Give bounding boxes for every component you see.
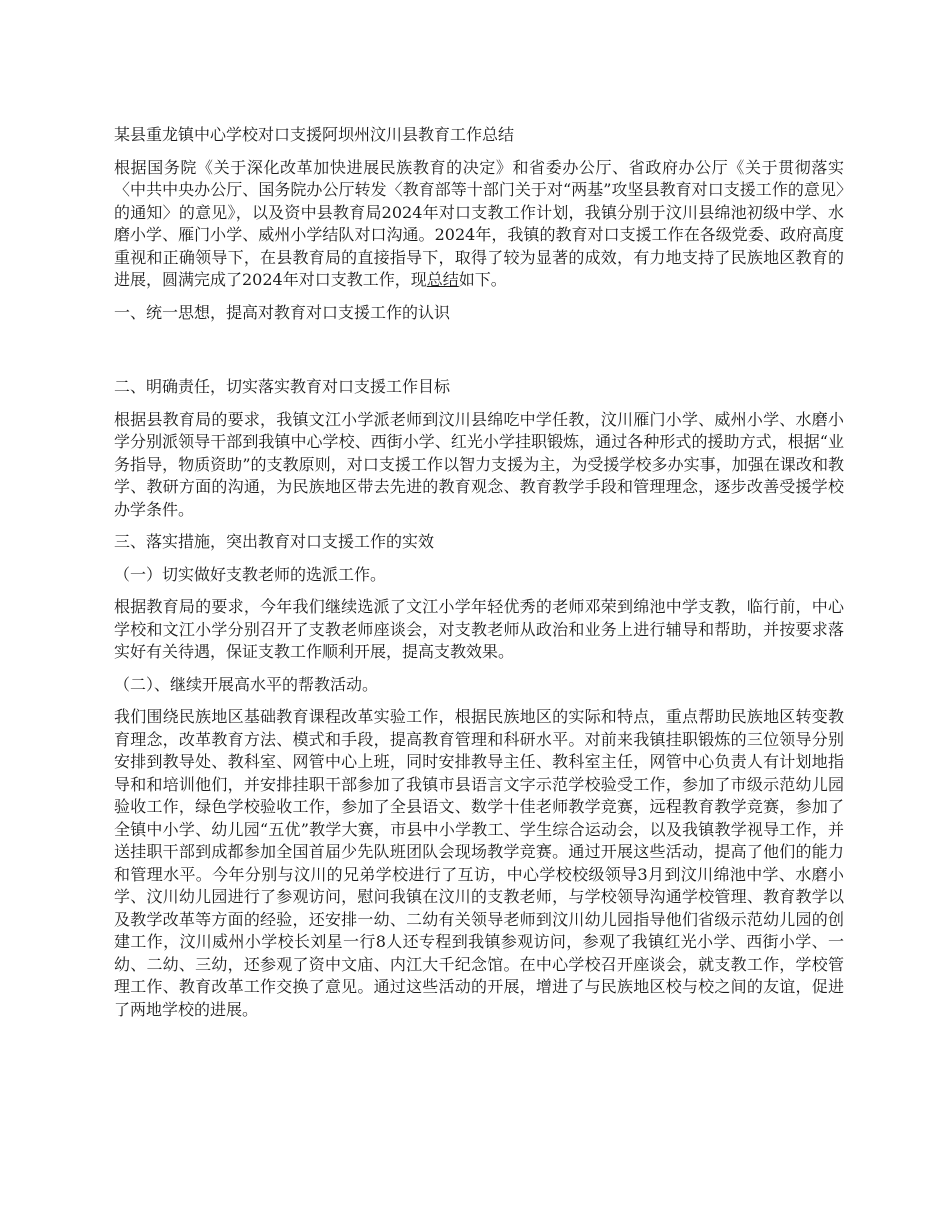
intro-paragraph xyxy=(114,157,844,292)
section2-heading: 二、明确责任，切实落实教育对口支援工作目标 xyxy=(114,377,451,396)
summary-link[interactable]: 总结 xyxy=(426,270,459,289)
subsection1-heading: （一）切实做好支教老师的选派工作。 xyxy=(114,564,387,584)
subsection1-body: 根据教育局的要求，今年我们继续选派了文江小学年轻优秀的老师邓荣到绵池中学支教，临行前，中心学校和文江小学分别召开了支教老师座谈会，对支教老师从政治和业务上进行辅导和帮助，并按要求落实好有关待遇，保证支教工作顺利开展，提高支教效果。 xyxy=(114,597,844,661)
subsection2-body: 我们围绕民族地区基础教育课程改革实验工作，根据民族地区的实际和特点，重点帮助民族地区转变教育理念，改革教育方法、模式和手段，提高教育管理和科研水平。对前来我镇挂职锻炼的三位领导分别安排到教导处、教科室、网管中心上班，同时安排教导主任、教科室主任，网管中心负责人有计划地指导和和培训他们，并安排挂职干部参加了我镇市县语言文字示范学校验受工作，参加了市级示范幼儿园验收工作，绿色学校验收工作，参加了全县语文、数学十佳老师教学竞赛，远程教育教学竞赛，参加了全镇中小学、幼儿园“五优”教学大赛，市县中小学教工、学生综合运动会，以及我镇教学视导工作，并送挂职干部到成都参加全国首届少先队班团队会现场教学竞赛。通过开展这些活动，提高了他们的能力和管理水平。今年分别与汶川的兄弟学校进行了互访，中心学校校级领导3月到汶川绵池中学、水磨小学、汶川幼儿园进行了参观访问，慰问我镇在汶川的支教老师，与学校领导沟通学校管理、教育教学以及教学改革等方面的经验，还安排一幼、二幼有关领导老师到汶川幼儿园指导他们省级示范幼儿园的创建工作，汶川威州小学校长刘星一行8人还专程到我镇参观访问，参观了我镇红光小学、西街小学、一幼、二幼、三幼，还参观了资中文庙、内江大千纪念馆。在中心学校召开座谈会，就支教工作，学校管理工作、教育改革工作交换了意见。通过这些活动的开展，增进了与民族地区校与校之间的友谊，促进了两地学校的进展。 xyxy=(114,707,844,1019)
document-title: 某县重龙镇中心学校对口支援阿坝州汶川县教育工作总结 xyxy=(114,125,515,144)
section2-body: 根据县教育局的要求，我镇文江小学派老师到汶川县绵吃中学任教，汶川雁门小学、威州小学、水磨小学分别派领导干部到我镇中心学校、西街小学、红光小学挂职锻炼，通过各种形式的援助方式，根据“业务指导，物质资助”的支教原则，对口支援工作以智力支援为主，为受援学校多办实事，加强在课改和教学、教研方面的沟通，为民族地区带去先进的教育观念、教育教学手段和管理理念，逐步改善受援学校办学条件。 xyxy=(114,409,844,519)
intro-text-end: 如下。 xyxy=(458,270,507,289)
subsection2-heading: （二）、继续开展高水平的帮教活动。 xyxy=(114,674,379,694)
document-page xyxy=(114,124,844,1031)
section1-heading: 一、统一思想，提高对教育对口支援工作的认识 xyxy=(114,302,451,322)
section3-heading: 三、落实措施，突出教育对口支援工作的实效 xyxy=(114,532,435,551)
intro-text: 根据国务院《关于深化改革加快进展民族教育的决定》和省委办公厅、省政府办公厅《关于贯彻落实〈中共中央办公厅、国务院办公厅转发〈教育部等十部门关于对“两基”攻坚县教育对口支援工作的意见〉的通知〉的意见》，以及资中县教育局2024年对口支教工作计划，我镇分别于汶川县绵池初级中学、水磨小学、雁门小学、威州小学结队对口沟通。2024年，我镇的教育对口支援工作在各级党委、政府高度重视和正确领导下，在县教育局的直接指导下，取得了较为显著的成效，有力地支持了民族地区教育的进展，圆满完成了2024年对口支教工作，现 xyxy=(114,157,844,289)
